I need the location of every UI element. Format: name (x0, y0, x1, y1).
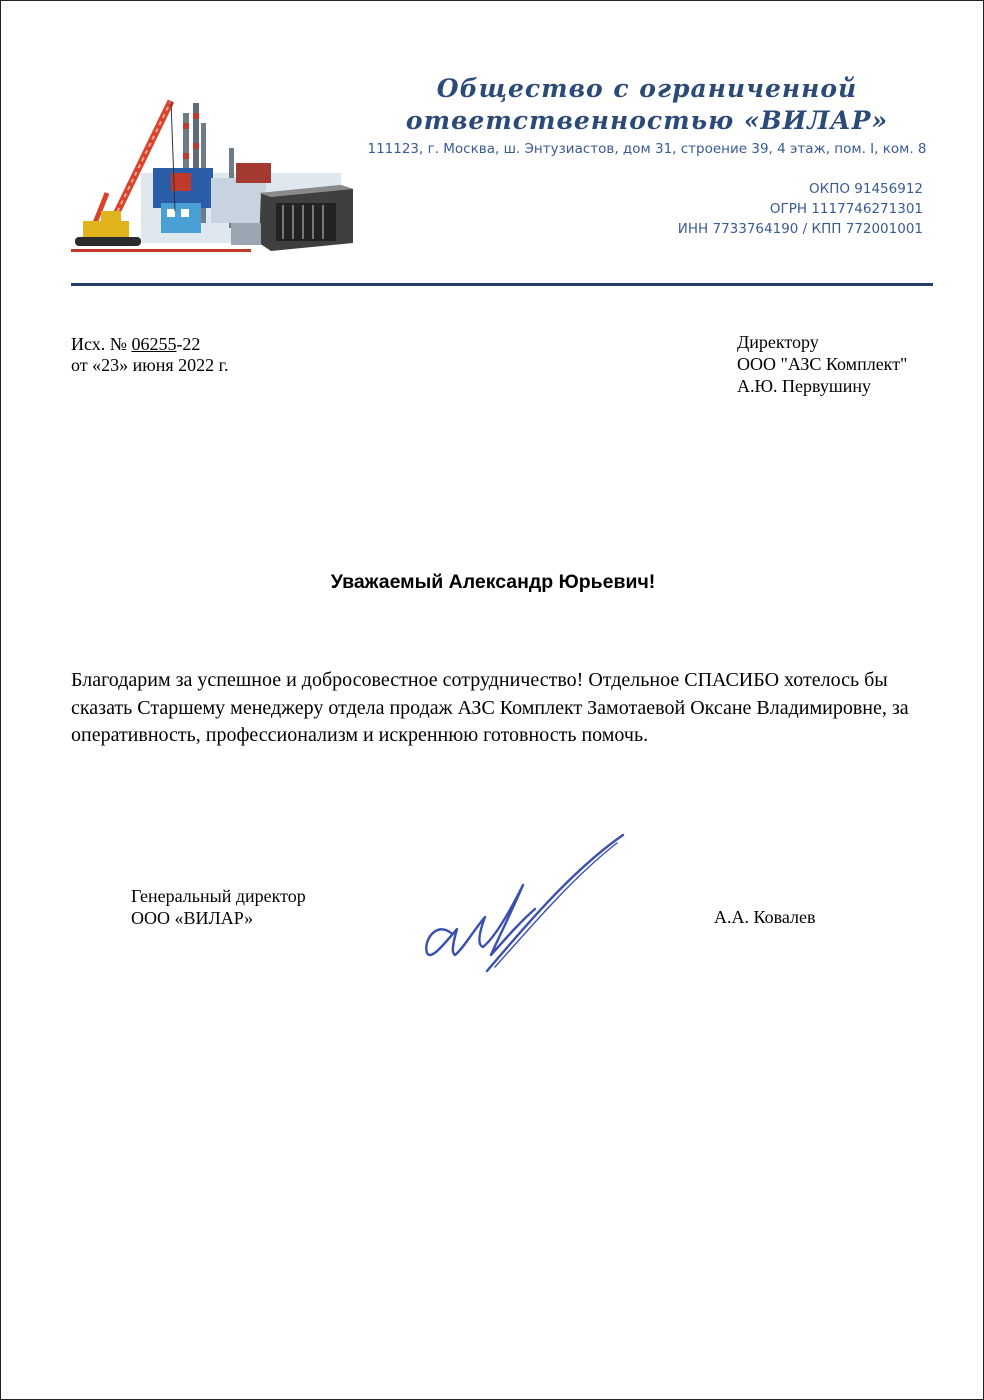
okpo-code: ОКПО 91456912 (809, 181, 923, 197)
recipient-organization: ООО "АЗС Комплект" (737, 354, 908, 374)
letter-date: от «23» июня 2022 г. (71, 355, 229, 375)
recipient-title: Директору (737, 332, 819, 352)
company-name-line-1: Общество с ограниченной (436, 74, 858, 103)
ogrn-code: ОГРН 1117746271301 (769, 201, 923, 217)
reference-suffix: -22 (176, 334, 201, 354)
company-name (363, 73, 931, 137)
company-name-line-2: ответственностью «ВИЛАР» (405, 106, 889, 135)
reference-prefix: Исх. № (71, 334, 132, 354)
handwritten-signature-icon (411, 821, 641, 986)
reference-number (71, 334, 228, 355)
company-address: 111123, г. Москва, ш. Энтузиастов, дом 31, строение 39, 4 этаж, пом. I, ком. 8 (367, 141, 927, 157)
company-codes (678, 179, 923, 239)
reference-number-value: 06255 (131, 334, 177, 354)
letter-body: Благодарим за успешное и добросовестное сотрудничество! Отдельное СПАСИБО хотелось бы сказать Старшему менеджеру отдела продаж АЗС Комплект Замотаевой Оксане Владимировне, за оперативность, профессионализм и искреннюю готовность помочь. (71, 669, 909, 746)
signer-organization: ООО «ВИЛАР» (131, 908, 254, 928)
signer-name: А.А. Ковалев (714, 907, 816, 927)
construction-equipment-logo-icon (71, 93, 363, 259)
inn-kpp-code: ИНН 7733764190 / КПП 772001001 (677, 221, 923, 237)
signer-position (131, 885, 306, 929)
greeting: Уважаемый Александр Юрьевич! (330, 571, 656, 593)
recipient-name: А.Ю. Первушину (737, 376, 871, 396)
header-divider (71, 283, 933, 286)
signer-position-title: Генеральный директор (131, 886, 306, 906)
recipient-block (737, 331, 907, 397)
outgoing-reference (71, 334, 228, 376)
